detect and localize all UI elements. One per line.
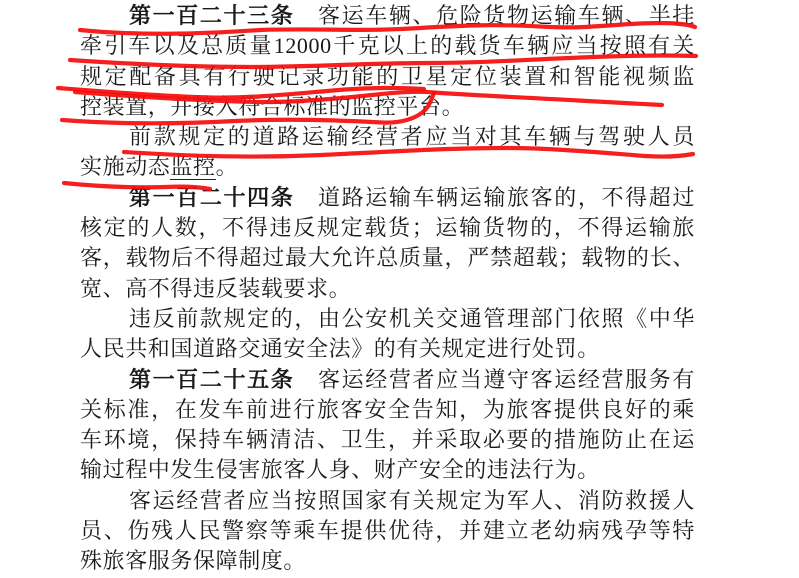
document-text [80,1,695,577]
text-run: 客运车辆、危险货物运输车辆、半挂 [294,3,696,28]
article-heading: 第一百二十三条 [129,3,295,28]
text-line [80,1,695,31]
text-run: 违反前款规定的，由公安机关交通管理部门依照《中华 [129,305,695,331]
text-run: 人民共和国道路交通安全法》的有关规定进行处罚。 [80,336,600,362]
text-line [80,183,695,213]
text-line [80,395,695,425]
text-run: 客，载物后不得超过最大允许总质量，严禁超载；载物的长、 [80,245,695,271]
text-run: 实施动态 [80,154,171,180]
text-run: 输过程中发生侵害旅客人身、财产安全的违法行为。 [80,457,600,483]
text-run: 前款规定的道路运输经营者应当对其车辆与驾驶人员 [129,124,695,150]
text-line [80,546,695,576]
text-line [80,152,695,182]
text-line [80,92,695,122]
text-run: 殊旅客服务保障制度。 [80,548,307,574]
text-line [80,486,695,516]
text-line [80,122,695,152]
text-run: 道路运输车辆运输旅客的，不得超过 [294,184,696,210]
article-heading: 第一百二十五条 [129,366,295,392]
text-run: 客运经营者应当按照国家有关规定为军人、消防救援人 [129,487,695,513]
text-run: 车环境，保持车辆清洁、卫生，并采取必要的措施防止在运 [80,427,695,453]
text-run: 。 [215,154,239,180]
text-line [80,31,695,61]
text-run: 控装置，并接入符合标准的监控平台。 [80,93,465,119]
text-line [80,304,695,334]
text-run: 牵引车以及总质量12000千克以上的载货车辆应当按照有关 [80,33,695,59]
text-line [80,455,695,485]
text-line [80,62,695,92]
text-run: 核定的人数，不得违反规定载货；运输货物的，不得运输旅 [80,215,695,241]
text-run: 员、伤残人民警察等乘车提供优待，并建立老幼病残孕等特 [80,518,695,544]
text-run: 客运经营者应当遵守客运经营服务有 [294,366,696,392]
text-line [80,425,695,455]
text-run: 宽、高不得违反装载要求。 [80,275,352,301]
text-run: 关标准，在发车前进行旅客安全告知，为旅客提供良好的乘 [80,396,695,422]
text-line [80,274,695,304]
text-line [80,243,695,273]
text-line [80,516,695,546]
text-line [80,365,695,395]
text-line [80,334,695,364]
text-run: 规定配备具有行驶记录功能的卫星定位装置和智能视频监 [80,63,695,89]
underlined-word: 监控 [170,154,216,180]
article-heading: 第一百二十四条 [129,184,295,210]
text-line [80,213,695,243]
